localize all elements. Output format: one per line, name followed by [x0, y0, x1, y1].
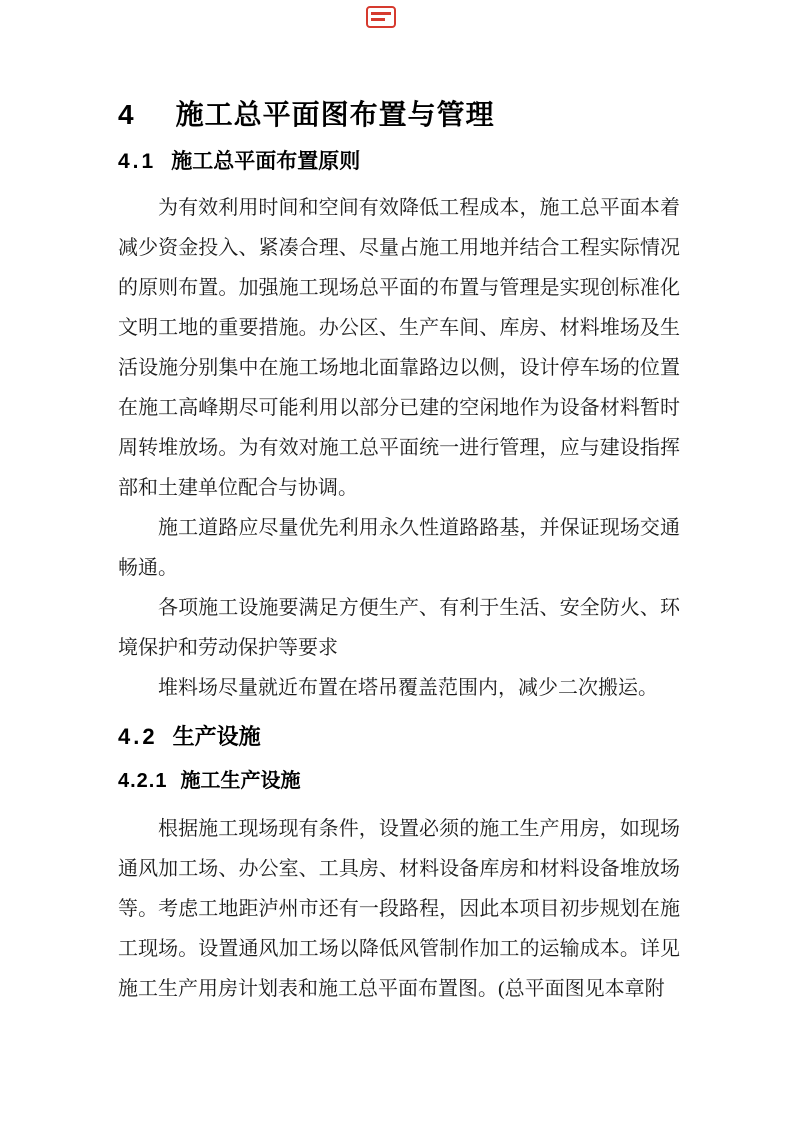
- paragraph: 为有效利用时间和空间有效降低工程成本，施工总平面本着减少资金投入、紧凑合理、尽量占施工用地并结合工程实际情况的原则布置。加强施工现场总平面的布置与管理是实现创标准化文明工地的重要措施。办公区、生产车间、库房、材料堆场及生活设施分别集中在施工场地北面靠路边以侧，设计停车场的位置在施工高峰期尽可能利用以部分已建的空闲地作为设备材料暂时周转堆放场。为有效对施工总平面统一进行管理，应与建设指挥部和土建单位配合与协调。: [118, 197, 680, 499]
- section-4-2-1-title: 施工生产设施: [180, 770, 301, 792]
- section-4-1-number: 4.1: [118, 150, 157, 173]
- chapter-number: 4: [118, 99, 134, 130]
- section-4-2-heading: [118, 723, 680, 750]
- chapter-title: 施工总平面图布置与管理: [175, 99, 495, 130]
- section-4-2-1-body: [118, 809, 680, 1009]
- chapter-heading: [118, 98, 680, 132]
- paragraph: 施工道路应尽量优先利用永久性道路路基，并保证现场交通畅通。: [118, 517, 680, 579]
- section-4-1-title: 施工总平面布置原则: [171, 150, 361, 173]
- section-4-2-1-heading: [118, 769, 680, 794]
- paragraph: 各项施工设施要满足方便生产、有利于生活、安全防火、环境保护和劳动保护等要求: [118, 597, 680, 659]
- red-stamp-icon: [366, 6, 396, 28]
- section-4-2-number: 4.2: [118, 724, 158, 749]
- paragraph: 根据施工现场现有条件，设置必须的施工生产用房，如现场通风加工场、办公室、工具房、材料设备库房和材料设备堆放场等。考虑工地距泸州市还有一段路程，因此本项目初步规划在施工现场。设置通风加工场以降低风管制作加工的运输成本。详见施工生产用房计划表和施工总平面布置图。(总平面图见本章附: [118, 818, 680, 1000]
- paragraph: 堆料场尽量就近布置在塔吊覆盖范围内，减少二次搬运。: [158, 677, 658, 699]
- section-4-2-1-number: 4.2.1: [118, 770, 168, 792]
- section-4-1-body: [118, 188, 680, 708]
- section-4-1-heading: [118, 149, 680, 175]
- section-4-2-title: 生产设施: [172, 724, 261, 749]
